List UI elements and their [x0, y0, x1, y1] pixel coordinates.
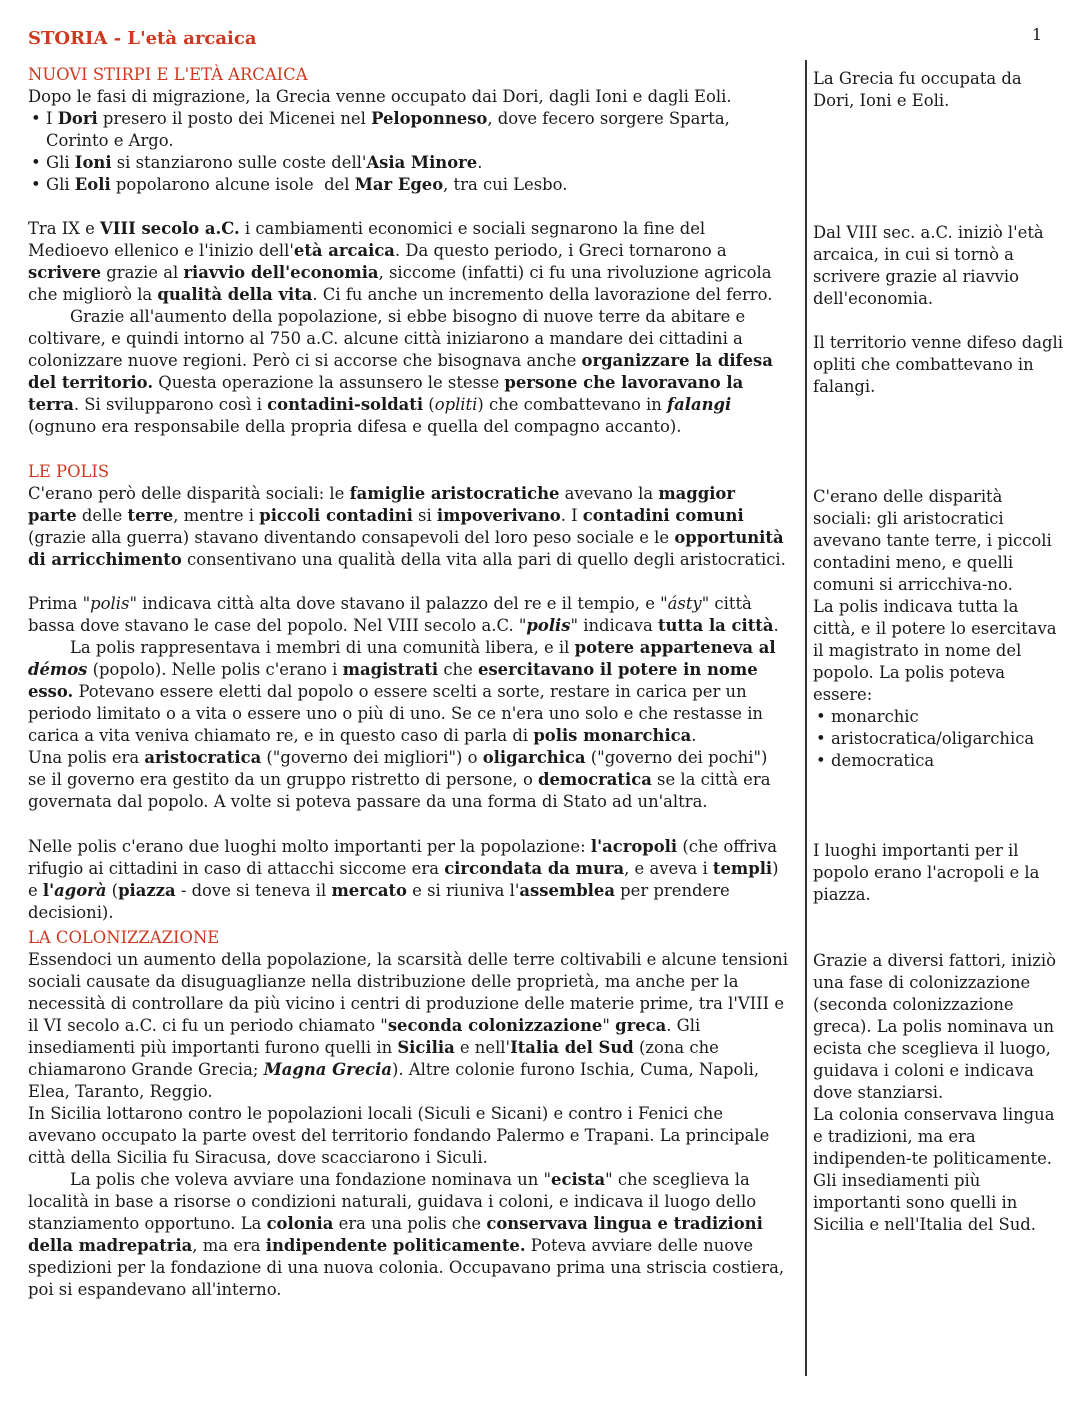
section-title: NUOVI STIRPI E L'ETÀ ARCAICA	[28, 65, 308, 84]
paragraph: In Sicilia lottarono contro le popolazioni locali (Siculi e Sicani) e contro i Fenici che avevano occupato la parte ovest del territorio fondando Palermo e Trapani. La principale città della Sicilia fu Siracusa, dove scacciarono i Siculi.	[28, 1104, 770, 1167]
page-number: 1	[1031, 25, 1042, 44]
bullet-list	[28, 108, 788, 196]
paragraph: Nelle polis c'erano due luoghi molto importanti per la popolazione: l'acropoli (che offriva rifugio ai cittadini in caso di attacchi siccome era circondata da mura, e aveva i templi) e l'agorà (piazza - dove si teneva il mercato e si riuniva l'assemblea per prendere decisioni).	[28, 837, 779, 922]
paragraph: Dopo le fasi di migrazione, la Grecia venne occupato dai Dori, dagli Ioni e dagli Eoli.	[28, 87, 732, 106]
section-title: LE POLIS	[28, 462, 110, 481]
section-colonizzazione	[28, 927, 788, 1301]
paragraph: Una polis era aristocratica ("governo dei migliori") o oligarchica ("governo dei pochi") se il governo era gestito da un gruppo ristretto di persone, o democratica se la città era governata dal popolo. A volte si poteva passare da una forma di Stato ad un'altra.	[28, 748, 771, 811]
section-polis-def	[28, 593, 788, 813]
list-item: • democratica	[813, 750, 1063, 772]
list-item: • aristocratica/oligarchica	[813, 728, 1063, 750]
sidenote: La polis indicava tutta la città, e il potere lo esercitava il magistrato in nome del popolo. La polis poteva essere:	[813, 597, 1057, 704]
paragraph: Tra IX e VIII secolo a.C. i cambiamenti economici e sociali segnarono la fine del Medioevo ellenico e l'inizio dell'età arcaica. Da questo periodo, i Greci tornarono a scrivere grazie al riavvio dell'economia, siccome (infatti) ci fu una rivoluzione agricola che migliorò la qualità della vita. Ci fu anche un incremento della lavorazione del ferro.	[28, 219, 773, 304]
paragraph: Essendoci un aumento della popolazione, la scarsità delle terre coltivabili e alcune tensioni sociali causate da disuguaglianze nella distribuzione delle proprietà, ma anche per la necessità di controllare da più vicino i centri di produzione delle materie prime, tra l'VIII e il VI secolo a.C. ci fu un periodo chiamato "seconda colonizzazione" greca. Gli insediamenti più importanti furono quelli in Sicilia e nell'Italia del Sud (zona che chiamarono Grande Grecia; Magna Grecia). Altre colonie furono Ischia, Cuma, Napoli, Elea, Taranto, Reggio.	[28, 950, 788, 1101]
sidenote: Il territorio venne difeso dagli opliti che combattevano in falangi.	[813, 333, 1063, 396]
sidenote-group	[813, 222, 1063, 398]
paragraph: Prima "polis" indicava città alta dove stavano il palazzo del re e il tempio, e "ásty" città bassa dove stavano le case del popolo. Nel VIII secolo a.C. "polis" indicava tutta la città.	[28, 594, 779, 635]
sidenote: I luoghi importanti per il popolo erano l'acropoli e la piazza.	[813, 841, 1040, 904]
sidenote: Dal VIII sec. a.C. iniziò l'età arcaica, in cui si tornò a scrivere grazie al riavvio dell'economia.	[813, 223, 1044, 308]
sidenote: La Grecia fu occupata da Dori, Ioni e Eoli.	[813, 69, 1022, 110]
section-title: LA COLONIZZAZIONE	[28, 928, 220, 947]
paragraph: La polis rappresentava i membri di una comunità libera, e il potere apparteneva al démos (popolo). Nelle polis c'erano i magistrati che esercitavano il potere in nome esso. Potevano essere eletti dal popolo o essere scelti a sorte, restare in carica per un periodo limitato o a vita o essere uno o più di uno. Se ce n'era uno solo e che restasse in carica a vita veniva chiamato re, e in questo caso di parla di polis monarchica.	[28, 638, 776, 745]
paragraph: C'erano però delle disparità sociali: le famiglie aristocratiche avevano la maggior parte delle terre, mentre i piccoli contadini si impoverivano. I contadini comuni (grazie alla guerra) stavano diventando consapevoli del loro peso sociale e le opportunità di arricchimento consentivano una qualità della vita alla pari di quello degli aristocratici.	[28, 484, 786, 569]
list-item: • I Dori presero il posto dei Micenei nel Peloponneso, dove fecero sorgere Sparta, Corinto e Argo.	[28, 108, 788, 152]
sidenote-group	[813, 950, 1063, 1236]
margin-divider	[805, 60, 807, 1376]
sidenote-group	[813, 486, 1063, 772]
sidenote: Grazie a diversi fattori, iniziò una fase di colonizzazione (seconda colonizzazione greca). La polis nominava un ecista che sceglieva il luogo, guidava i coloni e indicava dove stanziarsi.	[813, 951, 1057, 1102]
list-item: • Gli Ioni si stanziarono sulle coste dell'Asia Minore.	[28, 152, 788, 174]
page-title: STORIA - L'età arcaica	[28, 28, 257, 49]
section-luoghi	[28, 836, 788, 924]
list-item: • monarchic	[813, 706, 1063, 728]
paragraph: Grazie all'aumento della popolazione, si ebbe bisogno di nuove terre da abitare e coltivare, e quindi intorno al 750 a.C. alcune città iniziarono a mandare dei cittadini a colonizzare nuove regioni. Però ci si accorse che bisognava anche organizzare la difesa del territorio. Questa operazione la assunsero le stesse persone che lavoravano la terra. Si svilupparono così i contadini-soldati (opliti) che combattevano in falangi (ognuno era responsabile della propria difesa e quella del compagno accanto).	[28, 307, 773, 436]
sidenote: C'erano delle disparità sociali: gli aristocratici avevano tante terre, i piccoli contadini meno, e quelli comuni si arricchiva-no.	[813, 487, 1052, 594]
section-polis	[28, 461, 788, 571]
section-eta-arcaica	[28, 218, 788, 438]
paragraph: La polis che voleva avviare una fondazione nominava un "ecista" che sceglieva la località in base a risorse o condizioni naturali, guidava i coloni, e indicava il luogo dello stanziamento opportuno. La colonia era una polis che conservava lingua e tradizioni della madrepatria, ma era indipendente politicamente. Poteva avviare delle nuove spedizioni per la fondazione di una nuova colonia. Occupavano prima una striscia costiera, poi si espandevano all'interno.	[28, 1170, 785, 1299]
sidenote: Gli insediamenti più importanti sono quelli in Sicilia e nell'Italia del Sud.	[813, 1171, 1036, 1234]
sidenote: La colonia conservava lingua e tradizioni, ma era indipenden-te politicamente.	[813, 1105, 1055, 1168]
section-stirpi	[28, 64, 788, 196]
list-item: • Gli Eoli popolarono alcune isole del Mar Egeo, tra cui Lesbo.	[28, 174, 788, 196]
sidenote-list	[813, 706, 1063, 772]
